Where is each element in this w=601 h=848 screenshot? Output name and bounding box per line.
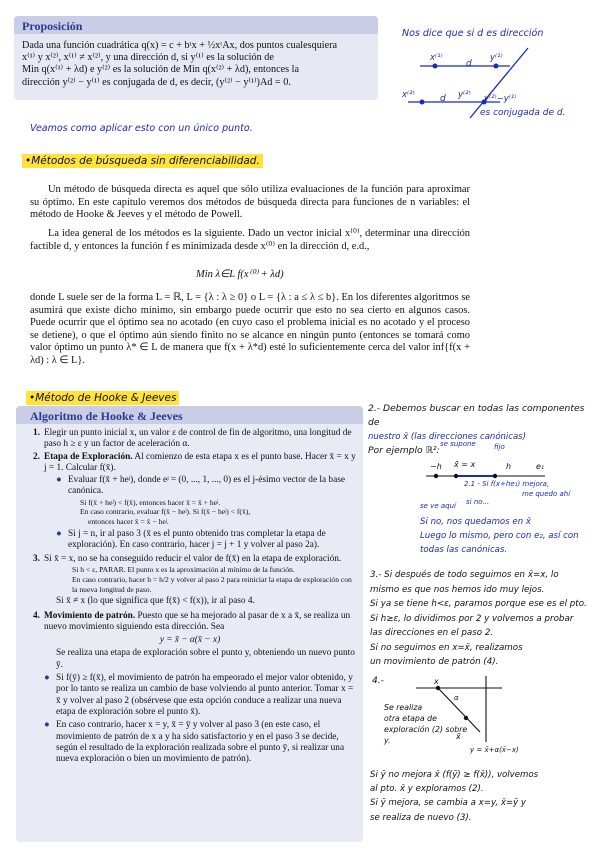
formula-min: Min λ∈L f(x⁽⁰⁾ + λd) <box>196 269 284 280</box>
label-y1: y⁽¹⁾ <box>490 53 503 63</box>
proposition-text <box>22 40 374 89</box>
algorithm-step-2a1: Si f(x̄ + heʲ) < f(x̄), entonces hacer x̄ = x̄ + heʲ. <box>80 497 221 507</box>
notes-step-4 <box>370 768 598 825</box>
diagram-sub3: se ve aquí <box>420 502 456 510</box>
pattern-point-x <box>436 686 440 690</box>
algorithm-step-3: 3. Si x̄ = x, no se ha conseguido reducir el valor de f(x̄) en la etapa de exploración. <box>33 554 342 565</box>
note-line: 2.- Debemos buscar en todas las componentes de <box>368 403 585 428</box>
pattern-label-xbar: x̄ <box>456 732 461 741</box>
algorithm-step-4d: ● En caso contrario, hacer x = y, x̄ = ȳ y volver al paso 3 (en este caso, el movimiento de patrón de x a y ha sido satisfactorio y en el paso 3 se decide, según el resultado de la exploración realizada sobre el punto ȳ, si realizar una nueva exploración o bien un movimiento de patrón). <box>44 720 345 765</box>
pattern-label-y: y = x̄+α(x̄−x) <box>470 746 519 754</box>
proposition-line: Dada una función cuadrática q(x) = c + bᵗx + ½xᵗAx, dos puntos cualesquiera <box>22 40 338 51</box>
note-line: nuestro x̄ (las direcciones canónicas) <box>368 432 526 442</box>
algorithm-body <box>22 428 358 765</box>
note-line: Se realiza <box>384 703 423 712</box>
label-diff: y⁽²⁾−y⁽¹⁾ <box>484 94 517 104</box>
note-line: exploración (2) sobre y. <box>384 725 468 745</box>
algorithm-step-2a3: entonces hacer x̄ = x̄ − heʲ. <box>88 516 169 526</box>
algorithm-step-3b: En caso contrario, hacer h = h/2 y volver al paso 2 para reiniciar la etapa de exploración con la nueva longitud de paso. <box>72 575 352 594</box>
proposition-line: Min q(x⁽¹⁾ + λd) e y⁽²⁾ es la solución de Min q(x⁽²⁾ + λd), entonces la <box>22 64 299 76</box>
point-xbar <box>454 474 458 478</box>
section-heading-busqueda: •Métodos de búsqueda sin diferenciabilidad. <box>22 151 263 169</box>
diagram-sub1: 2.1 - Si f(x+he₁) mejora, <box>464 480 550 488</box>
note-line: Si no, nos quedamos en x̄ <box>420 517 531 527</box>
algorithm-step-2a: ● Evaluar f(x̄ + heʲ), donde eʲ = (0, ..., 1, ..., 0) es el j-ésimo vector de la base canónica. <box>56 475 345 497</box>
label-x2: x⁽²⁾ <box>402 90 415 100</box>
notes-step-3 <box>370 568 598 670</box>
point-x2 <box>420 100 425 105</box>
bullet-icon: ● <box>44 673 50 684</box>
algorithm-step-3a: Si h < ε, PARAR. El punto x es la aproximación al mínimo de la función. <box>72 565 295 575</box>
note-line: Si no seguimos en x=x̄, realizamos <box>370 642 523 653</box>
note-line: Luego lo mismo, pero con e₂, así con <box>420 531 579 541</box>
paragraph-intro: Un método de búsqueda directa es aquel que sólo utiliza evaluaciones de la función para aproximar su óptimo. En este capítulo veremos dos métodos de búsqueda directa para funciones de n variables: el método de Hooke & Jeeves y el método de Powell. <box>30 184 470 221</box>
diagram-xbar: x̄ = x <box>454 460 476 469</box>
point-y1 <box>494 64 499 69</box>
diagram-h: h <box>506 462 512 471</box>
note-line: todas las canónicas. <box>420 545 508 555</box>
note-line: 3.- Si después de todo seguimos en x̄=x, lo <box>370 570 559 580</box>
algorithm-step-2a2: En caso contrario, evaluar f(x̄ − heʲ). Si f(x̄ − heʲ) < f(x̄), <box>80 507 251 517</box>
note-line: las direcciones en el paso 2. <box>370 628 494 638</box>
pattern-label-x: x <box>434 677 439 686</box>
note-line: Si ȳ no mejora x̄ (f(ȳ) ≥ f(x̄)), volvemos <box>370 770 539 780</box>
note-line: Si h≥ε, lo dividimos por 2 y volvemos a probar <box>370 613 574 624</box>
note-line: al pto. x̄ y exploramos (2). <box>370 784 484 795</box>
apply-note: Veamos como aplicar esto con un único punto. <box>30 123 253 134</box>
notes-step-2-cont <box>420 515 598 557</box>
pattern-label-alpha: α <box>454 694 459 702</box>
point-minus-h <box>434 474 438 478</box>
diagram-fijo: fijo <box>494 443 505 451</box>
algorithm-step-1: 1. Elegir un punto inicial x, un valor ε de control de fin de algoritmo, una longitud de paso h ≥ ε y un factor de aceleración α. <box>33 428 352 450</box>
proposition-line: x⁽¹⁾ y x⁽²⁾, x⁽¹⁾ ≠ x⁽²⁾, y una dirección d, si y⁽¹⁾ es la solución de <box>22 52 274 64</box>
note-line: Por ejemplo ℝ²: <box>368 445 440 456</box>
algorithm-title: Algoritmo de Hooke & Jeeves <box>30 409 183 423</box>
algorithm-step-4-formula: y = x̄ − α(x̄ − x) <box>159 635 221 646</box>
algorithm-step-4b: Se realiza una etapa de exploración sobre el punto y, obteniendo un nuevo punto ȳ. <box>56 648 355 670</box>
bullet-icon: ● <box>56 475 62 486</box>
label-d2: d <box>440 94 446 104</box>
paragraph-domain: donde L suele ser de la forma L = ℝ, L = {λ : λ ≥ 0} o L = {λ : a ≤ λ ≤ b}. En los diferentes algoritmos se asumirá que existe dicho mínimo, sin embargo puede ocurrir que esto no sea cierto en algunos casos. Puede ocurrir que el óptimo sea no acotado (en cuyo caso el problema inicial es no acotado y el proceso se detiene), o que el óptimo aún siendo finito no se alcance en ningún punto (entonces se tomará como valor óptimo un punto λ* ∈ L de manera que f(x + λ*d) esté lo suficientemente cerca del valor inf{f(x + λd) : λ ∈ L}. <box>30 292 470 366</box>
note-line: un movimiento de patrón (4). <box>370 657 499 667</box>
section-heading-hooke-jeeves: •Método de Hooke & Jeeves <box>26 388 179 406</box>
algorithm-step-2: 2. Etapa de Exploración. Al comienzo de esta etapa x es el punto base. Hacer x̄ = x y j = 1. Calcular f(x̄). <box>33 451 356 473</box>
bullet-icon: ● <box>56 528 62 539</box>
algorithm-step-2b: ● Si j = n, ir al paso 3 (x̄ es el punto obtenido tras completar la etapa de exploración). En caso contrario, hacer j = j + 1 y volver al paso 2a). <box>56 528 326 550</box>
diagram-minus-h: −h <box>430 462 442 471</box>
proposition-line: dirección y⁽²⁾ − y⁽¹⁾ es conjugada de d, es decir, (y⁽²⁾ − y⁽¹⁾)Ad = 0. <box>22 76 291 88</box>
label-d1: d <box>466 59 472 69</box>
diagram-supone: se supone <box>440 440 476 448</box>
top-note-text: Nos dice que si d es dirección <box>402 28 544 39</box>
diagram-sub4: si no... <box>466 498 490 506</box>
note-line: Si ȳ mejora, se cambia a x=y, x̄=ȳ y <box>370 798 527 809</box>
conjugate-note: es conjugada de d. <box>480 108 566 118</box>
bullet-icon: ● <box>44 720 50 731</box>
label-x1: x⁽¹⁾ <box>430 53 443 63</box>
algorithm-step-3c: Si x̄ ≠ x (lo que significa que f(x̄) < f(x)), ir al paso 4. <box>56 596 255 607</box>
point-plus-h <box>493 474 497 478</box>
proposition-title: Proposición <box>22 19 83 33</box>
notes-step-4-explore <box>384 702 474 746</box>
algorithm-step-4c: ● Si f(ȳ) ≥ f(x̄), el movimiento de patrón ha empeorado el mejor valor obtenido, y por lo tanto se realiza un cambio de base volviendo al punto anterior. Tomar x = x̄ y volver al paso 2 (obsérvese que esta opción conduce a realizar una nueva etapa de exploración sobre el punto x̄). <box>44 673 354 717</box>
note-line: mismo es que nos hemos ido muy lejos. <box>370 584 545 595</box>
algorithm-step-4: 4. Movimiento de patrón. Puesto que se ha mejorado al pasar de x a x̄, se realiza un nuevo movimiento siguiendo esta dirección. Sea <box>33 610 351 632</box>
diagram-e1: e₁ <box>536 462 545 471</box>
note-step-4-num: 4.- <box>372 676 384 686</box>
note-line: Si ya se tiene h<ε, paramos porque ese es el pto. <box>370 599 587 609</box>
note-line: se realiza de nuevo (3). <box>370 812 472 823</box>
note-line: otra etapa de <box>384 714 437 723</box>
diagram-sub2: me quedo ahí <box>522 490 571 498</box>
paragraph-idea: La idea general de los métodos es la siguiente. Dado un vector inicial x⁽⁰⁾, determinar una dirección factible d, y entonces la función f es minimizada desde x⁽⁰⁾ en la dirección d, e.d., <box>30 228 470 252</box>
point-x1 <box>433 64 438 69</box>
label-y2: y⁽²⁾ <box>458 90 471 100</box>
